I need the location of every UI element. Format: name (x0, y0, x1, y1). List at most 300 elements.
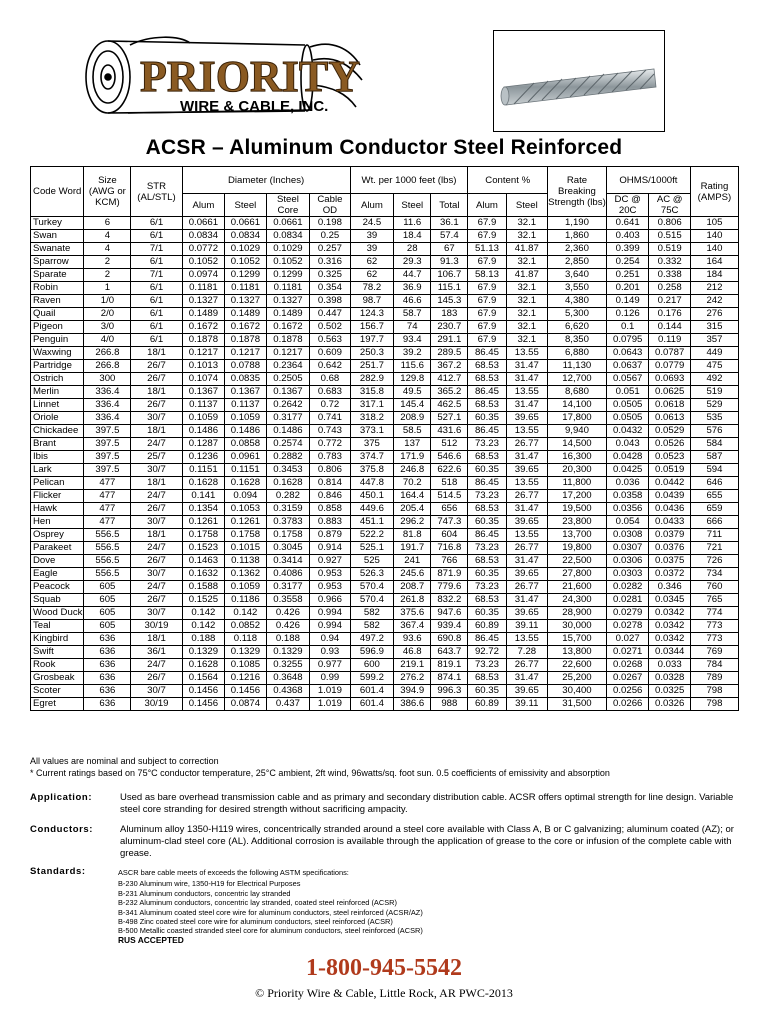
table-cell: 0.0795 (606, 334, 649, 347)
table-row (31, 269, 739, 282)
table-cell: 0.1181 (266, 282, 310, 295)
table-cell: 4/0 (84, 334, 131, 347)
table-cell: 527.1 (431, 412, 468, 425)
table-cell: 26/7 (131, 373, 182, 386)
code-word-cell: Brant (31, 438, 84, 451)
table-cell: 0.447 (310, 308, 350, 321)
table-cell: 0.883 (310, 516, 350, 529)
table-cell: 78.2 (350, 282, 394, 295)
table-cell: 0.1074 (182, 373, 225, 386)
table-cell: 31.47 (506, 451, 547, 464)
table-cell: 26.77 (506, 581, 547, 594)
table-cell: 164 (690, 256, 738, 269)
standards-item: B-230 Aluminum wire, 1350-H19 for Electrical Purposes (118, 879, 301, 889)
header-content-alum: Alum (468, 194, 506, 217)
table-cell: 0.198 (310, 217, 350, 230)
table-cell: 0.426 (266, 620, 310, 633)
table-cell: 0.0439 (649, 490, 690, 503)
table-cell: 0.1489 (225, 308, 266, 321)
table-cell: 0.1367 (266, 386, 310, 399)
table-cell: 0.94 (310, 633, 350, 646)
table-cell: 0.783 (310, 451, 350, 464)
table-cell: 2 (84, 256, 131, 269)
table-cell: 0.1354 (182, 503, 225, 516)
table-cell: 947.6 (431, 607, 468, 620)
table-cell: 0.1181 (182, 282, 225, 295)
table-row (31, 516, 739, 529)
table-row (31, 477, 739, 490)
table-cell: 2 (84, 269, 131, 282)
table-cell: 2/0 (84, 308, 131, 321)
table-cell: 0.3177 (266, 581, 310, 594)
table-cell: 36.1 (431, 217, 468, 230)
table-cell: 241 (394, 555, 431, 568)
table-cell: 19,800 (548, 542, 607, 555)
table-cell: 0.0637 (606, 360, 649, 373)
table-cell: 596.9 (350, 646, 394, 659)
table-cell: 18/1 (131, 386, 182, 399)
table-cell: 0.1029 (225, 243, 266, 256)
table-cell: 73.23 (468, 659, 506, 672)
table-cell: 0.0523 (649, 451, 690, 464)
table-cell: 939.4 (431, 620, 468, 633)
table-cell: 86.45 (468, 477, 506, 490)
code-word-cell: Wood Duck (31, 607, 84, 620)
table-cell: 594 (690, 464, 738, 477)
table-cell: 477 (84, 516, 131, 529)
table-cell: 0.1523 (182, 542, 225, 555)
table-cell: 0.0342 (649, 607, 690, 620)
table-cell: 0.0625 (649, 386, 690, 399)
table-cell: 0.0442 (649, 477, 690, 490)
table-cell: 26/7 (131, 503, 182, 516)
table-cell: 0.1878 (225, 334, 266, 347)
table-cell: 570.4 (350, 581, 394, 594)
table-cell: 13.55 (506, 425, 547, 438)
table-cell: 601.4 (350, 698, 394, 711)
table-cell: 747.3 (431, 516, 468, 529)
table-cell: 36.9 (394, 282, 431, 295)
table-cell: 0.403 (606, 230, 649, 243)
table-cell: 519 (690, 386, 738, 399)
table-cell: 32.1 (506, 321, 547, 334)
table-cell: 14,500 (548, 438, 607, 451)
table-cell: 0.1489 (266, 308, 310, 321)
table-cell: 336.4 (84, 386, 131, 399)
table-cell: 556.5 (84, 555, 131, 568)
table-row (31, 529, 739, 542)
code-word-cell: Penguin (31, 334, 84, 347)
code-word-cell: Quail (31, 308, 84, 321)
table-cell: 462.5 (431, 399, 468, 412)
code-word-cell: Peacock (31, 581, 84, 594)
table-cell: 68.53 (468, 594, 506, 607)
code-word-cell: Sparrow (31, 256, 84, 269)
standards-item: B-232 Aluminum conductors, concentric lay stranded, coated steel reinforced (ACSR) (118, 898, 397, 908)
header-code-word: Code Word (31, 167, 84, 217)
header-weight-alum: Alum (350, 194, 394, 217)
table-cell: 0.0278 (606, 620, 649, 633)
table-cell: 336.4 (84, 412, 131, 425)
table-cell: 576 (690, 425, 738, 438)
table-cell: 0.1758 (225, 529, 266, 542)
rus-accepted: RUS ACCEPTED (118, 934, 184, 945)
table-cell: 367.4 (394, 620, 431, 633)
table-row (31, 347, 739, 360)
table-cell: 0.0268 (606, 659, 649, 672)
table-cell: 0.254 (606, 256, 649, 269)
table-cell: 0.0271 (606, 646, 649, 659)
code-word-cell: Sparate (31, 269, 84, 282)
table-cell: 17,200 (548, 490, 607, 503)
table-cell: 0.3414 (266, 555, 310, 568)
table-cell: 6 (84, 217, 131, 230)
table-cell: 0.1327 (182, 295, 225, 308)
header-weight-total: Total (431, 194, 468, 217)
table-cell: 397.5 (84, 451, 131, 464)
table-cell: 0.994 (310, 607, 350, 620)
table-cell: 0.0372 (649, 568, 690, 581)
table-cell: 289.5 (431, 347, 468, 360)
table-cell: 622.6 (431, 464, 468, 477)
table-cell: 276 (690, 308, 738, 321)
table-row (31, 308, 739, 321)
header-diameter-cable-od: Cable OD (310, 194, 350, 217)
table-cell: 68.53 (468, 672, 506, 685)
table-cell: 0.519 (649, 243, 690, 256)
table-cell: 412.7 (431, 373, 468, 386)
table-cell: 819.1 (431, 659, 468, 672)
table-cell: 0.1137 (182, 399, 225, 412)
table-row (31, 503, 739, 516)
header-size: Size (AWG or KCM) (84, 167, 131, 217)
table-cell: 74 (394, 321, 431, 334)
table-cell: 0.1525 (182, 594, 225, 607)
table-cell: 0.437 (266, 698, 310, 711)
table-cell: 0.0306 (606, 555, 649, 568)
table-cell: 26.77 (506, 490, 547, 503)
table-cell: 0.741 (310, 412, 350, 425)
table-cell: 0.126 (606, 308, 649, 321)
code-word-cell: Swift (31, 646, 84, 659)
table-cell: 773 (690, 633, 738, 646)
table-cell: 31.47 (506, 555, 547, 568)
table-cell: 81.8 (394, 529, 431, 542)
table-cell: 300 (84, 373, 131, 386)
table-cell: 765 (690, 594, 738, 607)
table-cell: 584 (690, 438, 738, 451)
code-word-cell: Teal (31, 620, 84, 633)
table-cell: 0.3648 (266, 672, 310, 685)
table-row (31, 334, 739, 347)
table-cell: 0.2574 (266, 438, 310, 451)
table-cell: 0.027 (606, 633, 649, 646)
table-cell: 13,700 (548, 529, 607, 542)
table-cell: 0.0344 (649, 646, 690, 659)
table-cell: 105 (690, 217, 738, 230)
table-cell: 666 (690, 516, 738, 529)
table-cell: 13.55 (506, 529, 547, 542)
table-cell: 477 (84, 477, 131, 490)
table-cell: 397.5 (84, 464, 131, 477)
table-cell: 11.6 (394, 217, 431, 230)
table-cell: 0.0342 (649, 620, 690, 633)
table-cell: 636 (84, 659, 131, 672)
table-cell: 0.0307 (606, 542, 649, 555)
table-cell: 0.1628 (182, 477, 225, 490)
table-cell: 208.9 (394, 412, 431, 425)
table-cell: 529 (690, 399, 738, 412)
stranded-cable-illustration (494, 31, 664, 131)
table-cell: 30,000 (548, 620, 607, 633)
table-cell: 30/7 (131, 464, 182, 477)
table-cell: 26/7 (131, 672, 182, 685)
table-cell: 394.9 (394, 685, 431, 698)
table-cell: 0.1186 (225, 594, 266, 607)
table-row (31, 295, 739, 308)
header-diameter: Diameter (Inches) (182, 167, 350, 194)
table-cell: 7/1 (131, 269, 182, 282)
table-cell: 0.3453 (266, 464, 310, 477)
table-cell: 0.176 (649, 308, 690, 321)
table-cell: 39.65 (506, 516, 547, 529)
table-cell: 587 (690, 451, 738, 464)
table-cell: 23,800 (548, 516, 607, 529)
table-cell: 20,300 (548, 464, 607, 477)
table-cell: 871.9 (431, 568, 468, 581)
code-word-cell: Robin (31, 282, 84, 295)
table-cell: 197.7 (350, 334, 394, 347)
table-cell: 525.1 (350, 542, 394, 555)
table-cell: 46.8 (394, 646, 431, 659)
table-cell: 556.5 (84, 568, 131, 581)
table-cell: 26/7 (131, 399, 182, 412)
table-cell: 140 (690, 230, 738, 243)
table-cell: 497.2 (350, 633, 394, 646)
code-word-cell: Pelican (31, 477, 84, 490)
table-cell: 67 (431, 243, 468, 256)
table-cell: 0.1059 (182, 412, 225, 425)
table-cell: 0.0613 (649, 412, 690, 425)
header-diameter-steel: Steel (225, 194, 266, 217)
table-cell: 183 (431, 308, 468, 321)
table-cell: 18/1 (131, 633, 182, 646)
table-cell: 31.47 (506, 503, 547, 516)
table-cell: 73.23 (468, 581, 506, 594)
table-cell: 0.1672 (266, 321, 310, 334)
table-cell: 0.0425 (606, 464, 649, 477)
table-cell: 41.87 (506, 243, 547, 256)
table-cell: 386.6 (394, 698, 431, 711)
table-cell: 60.35 (468, 685, 506, 698)
table-cell: 21,600 (548, 581, 607, 594)
table-cell: 12,700 (548, 373, 607, 386)
table-cell: 0.0834 (182, 230, 225, 243)
table-cell: 24/7 (131, 490, 182, 503)
table-cell: 643.7 (431, 646, 468, 659)
table-cell: 0.0661 (225, 217, 266, 230)
table-cell: 0.316 (310, 256, 350, 269)
table-cell: 447.8 (350, 477, 394, 490)
table-cell: 0.0303 (606, 568, 649, 581)
table-cell: 16,300 (548, 451, 607, 464)
table-cell: 0.0328 (649, 672, 690, 685)
table-cell: 690.8 (431, 633, 468, 646)
table-cell: 31.47 (506, 360, 547, 373)
table-cell: 0.1367 (225, 386, 266, 399)
table-cell: 208.7 (394, 581, 431, 594)
table-cell: 137 (394, 438, 431, 451)
table-cell: 874.1 (431, 672, 468, 685)
header-ohms-dc: DC @ 20C (606, 194, 649, 217)
table-row (31, 230, 739, 243)
table-row (31, 620, 739, 633)
table-cell: 184 (690, 269, 738, 282)
table-cell: 19,500 (548, 503, 607, 516)
table-cell: 996.3 (431, 685, 468, 698)
table-cell: 0.2364 (266, 360, 310, 373)
table-cell: 0.3159 (266, 503, 310, 516)
table-cell: 67.9 (468, 256, 506, 269)
table-cell: 318.2 (350, 412, 394, 425)
table-cell: 86.45 (468, 386, 506, 399)
table-cell: 0.0858 (225, 438, 266, 451)
code-word-cell: Ostrich (31, 373, 84, 386)
table-cell: 0.0661 (266, 217, 310, 230)
standards-label: Standards: (30, 866, 86, 877)
table-cell: 0.977 (310, 659, 350, 672)
table-cell: 556.5 (84, 542, 131, 555)
table-cell: 0.0345 (649, 594, 690, 607)
table-cell: 58.5 (394, 425, 431, 438)
table-cell: 60.35 (468, 568, 506, 581)
table-cell: 636 (84, 633, 131, 646)
table-cell: 0.054 (606, 516, 649, 529)
table-cell: 73.23 (468, 490, 506, 503)
table-cell: 522.2 (350, 529, 394, 542)
table-cell: 28,900 (548, 607, 607, 620)
table-row (31, 542, 739, 555)
code-word-cell: Linnet (31, 399, 84, 412)
table-cell: 0.1878 (182, 334, 225, 347)
table-row (31, 438, 739, 451)
table-cell: 374.7 (350, 451, 394, 464)
table-cell: 41.87 (506, 269, 547, 282)
table-cell: 6/1 (131, 282, 182, 295)
table-cell: 17,800 (548, 412, 607, 425)
table-cell: 2,360 (548, 243, 607, 256)
table-cell: 86.45 (468, 425, 506, 438)
table-cell: 30/19 (131, 620, 182, 633)
table-cell: 0.1588 (182, 581, 225, 594)
table-cell: 26.77 (506, 438, 547, 451)
table-cell: 0.1327 (266, 295, 310, 308)
table-cell: 8,350 (548, 334, 607, 347)
table-cell: 655 (690, 490, 738, 503)
code-word-cell: Rook (31, 659, 84, 672)
code-word-cell: Lark (31, 464, 84, 477)
table-cell: 0.0279 (606, 607, 649, 620)
table-cell: 205.4 (394, 503, 431, 516)
table-cell: 0.0787 (649, 347, 690, 360)
table-cell: 0.0852 (225, 620, 266, 633)
table-cell: 1/0 (84, 295, 131, 308)
table-cell: 601.4 (350, 685, 394, 698)
table-cell: 0.149 (606, 295, 649, 308)
table-cell: 60.35 (468, 516, 506, 529)
table-cell: 0.0358 (606, 490, 649, 503)
table-cell: 0.1 (606, 321, 649, 334)
code-word-cell: Kingbird (31, 633, 84, 646)
table-cell: 0.0267 (606, 672, 649, 685)
code-word-cell: Chickadee (31, 425, 84, 438)
table-cell: 60.89 (468, 620, 506, 633)
table-cell: 0.141 (182, 490, 225, 503)
code-word-cell: Merlin (31, 386, 84, 399)
table-cell: 0.1489 (182, 308, 225, 321)
table-cell: 475 (690, 360, 738, 373)
table-row (31, 698, 739, 711)
table-cell: 0.1486 (266, 425, 310, 438)
table-cell: 0.426 (266, 607, 310, 620)
table-cell: 0.0835 (225, 373, 266, 386)
table-row (31, 607, 739, 620)
table-cell: 6/1 (131, 217, 182, 230)
table-row (31, 412, 739, 425)
table-cell: 11,800 (548, 477, 607, 490)
table-cell: 67.9 (468, 334, 506, 347)
table-cell: 0.0834 (225, 230, 266, 243)
table-cell: 760 (690, 581, 738, 594)
table-cell: 51.13 (468, 243, 506, 256)
table-cell: 0.641 (606, 217, 649, 230)
table-cell: 124.3 (350, 308, 394, 321)
table-cell: 431.6 (431, 425, 468, 438)
table-row (31, 217, 739, 230)
application-label: Application: (30, 792, 93, 803)
table-cell: 93.6 (394, 633, 431, 646)
table-cell: 30/7 (131, 685, 182, 698)
table-cell: 1,190 (548, 217, 607, 230)
table-cell: 0.3558 (266, 594, 310, 607)
table-cell: 336.4 (84, 399, 131, 412)
table-cell: 600 (350, 659, 394, 672)
table-body (31, 217, 739, 711)
table-cell: 58.7 (394, 308, 431, 321)
code-word-cell: Swanate (31, 243, 84, 256)
table-cell: 570.4 (350, 594, 394, 607)
table-cell: 0.0505 (606, 399, 649, 412)
table-cell: 0.1456 (225, 685, 266, 698)
table-cell: 39.65 (506, 412, 547, 425)
table-cell: 0.338 (649, 269, 690, 282)
table-cell: 0.0961 (225, 451, 266, 464)
table-cell: 46.6 (394, 295, 431, 308)
table-cell: 67.9 (468, 308, 506, 321)
table-cell: 0.1052 (225, 256, 266, 269)
table-cell: 266.8 (84, 360, 131, 373)
table-cell: 599.2 (350, 672, 394, 685)
code-word-cell: Eagle (31, 568, 84, 581)
table-cell: 31,500 (548, 698, 607, 711)
table-cell: 191.7 (394, 542, 431, 555)
table-cell: 449.6 (350, 503, 394, 516)
table-cell: 774 (690, 607, 738, 620)
table-cell: 0.743 (310, 425, 350, 438)
table-cell: 32.1 (506, 308, 547, 321)
table-cell: 0.1138 (225, 555, 266, 568)
table-cell: 546.6 (431, 451, 468, 464)
